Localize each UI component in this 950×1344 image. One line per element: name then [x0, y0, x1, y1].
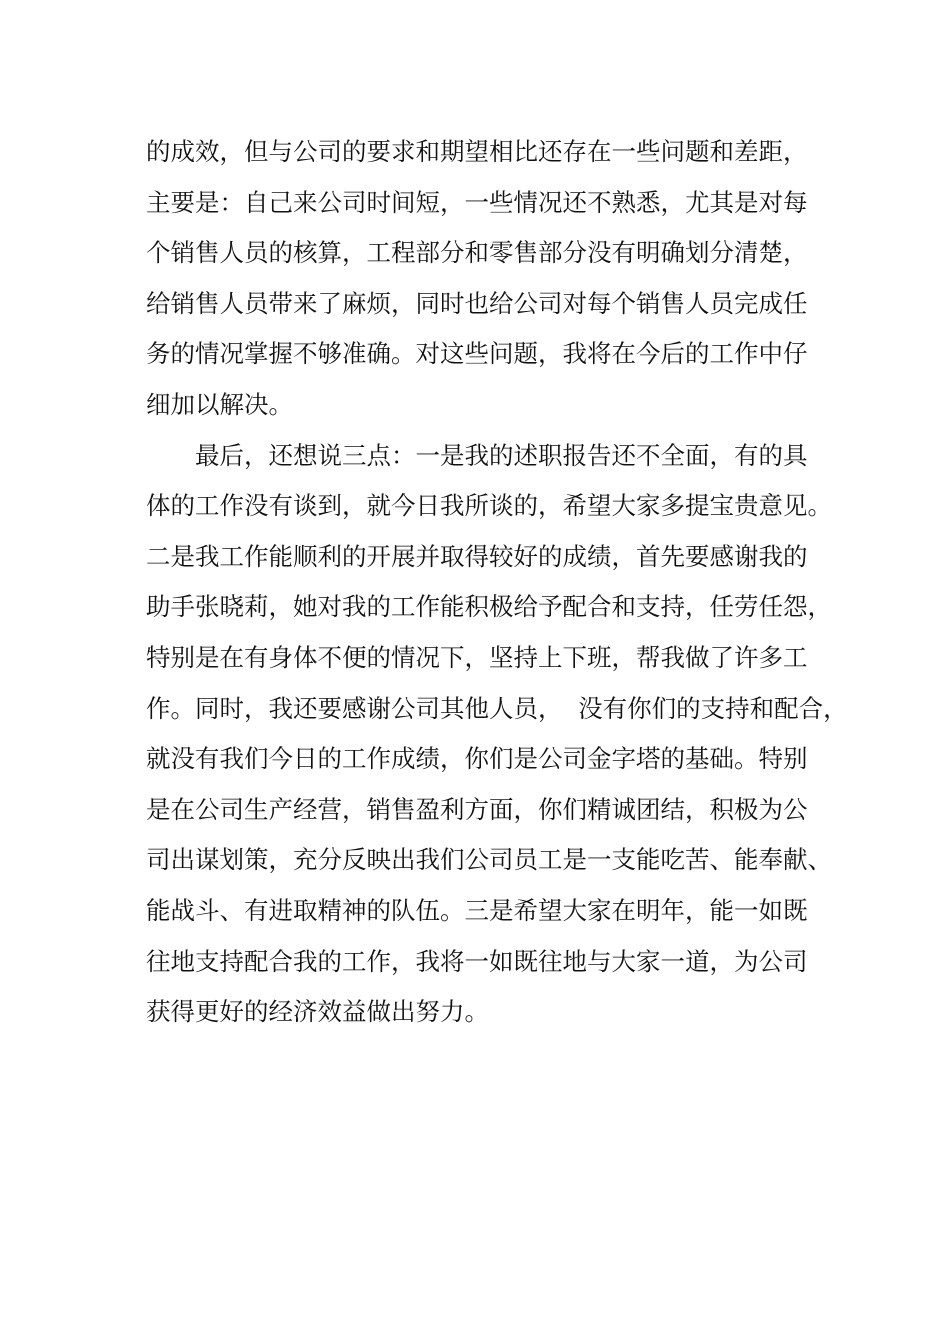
text-line: 往地支持配合我的工作，我将一如既往地与大家一道，为公司 [146, 946, 808, 976]
text-line: 个销售人员的核算，工程部分和零售部分没有明确划分清楚， [146, 238, 808, 268]
text-line: 细加以解决。 [146, 389, 293, 419]
text-line: 助手张晓莉，她对我的工作能积极给予配合和支持，任劳任怨， [146, 592, 832, 622]
text-line: 体的工作没有谈到，就今日我所谈的，希望大家多提宝贵意见。 [146, 491, 832, 521]
text-line: 最后，还想说三点：一是我的述职报告还不全面，有的具 [146, 440, 808, 470]
text-line: 给销售人员带来了麻烦，同时也给公司对每个销售人员完成任 [146, 288, 808, 318]
text-line: 的成效，但与公司的要求和期望相比还存在一些问题和差距， [146, 137, 808, 166]
text-line: 获得更好的经济效益做出努力。 [146, 997, 489, 1027]
text-line: 司出谋划策，充分反映出我们公司员工是一支能吃苦、能奉献、 [146, 845, 832, 875]
text-line: 能战斗、有进取精神的队伍。三是希望大家在明年，能一如既 [146, 895, 808, 925]
body-text [146, 127, 848, 1038]
text-line: 特别是在有身体不便的情况下，坚持上下班，帮我做了许多工 [146, 642, 808, 672]
text-line: 是在公司生产经营，销售盈利方面，你们精诚团结，积极为公 [146, 794, 808, 824]
text-line: 二是我工作能顺利的开展并取得较好的成绩，首先要感谢我的 [146, 541, 808, 571]
text-line: 就没有我们今日的工作成绩，你们是公司金字塔的基础。特别 [146, 744, 808, 774]
text-line: 作。同时，我还要感谢公司其他人员， 没有你们的支持和配合， [146, 693, 848, 723]
text-line: 主要是：自己来公司时间短，一些情况还不熟悉，尤其是对每 [146, 187, 808, 217]
text-line: 务的情况掌握不够准确。对这些问题，我将在今后的工作中仔 [146, 339, 808, 369]
